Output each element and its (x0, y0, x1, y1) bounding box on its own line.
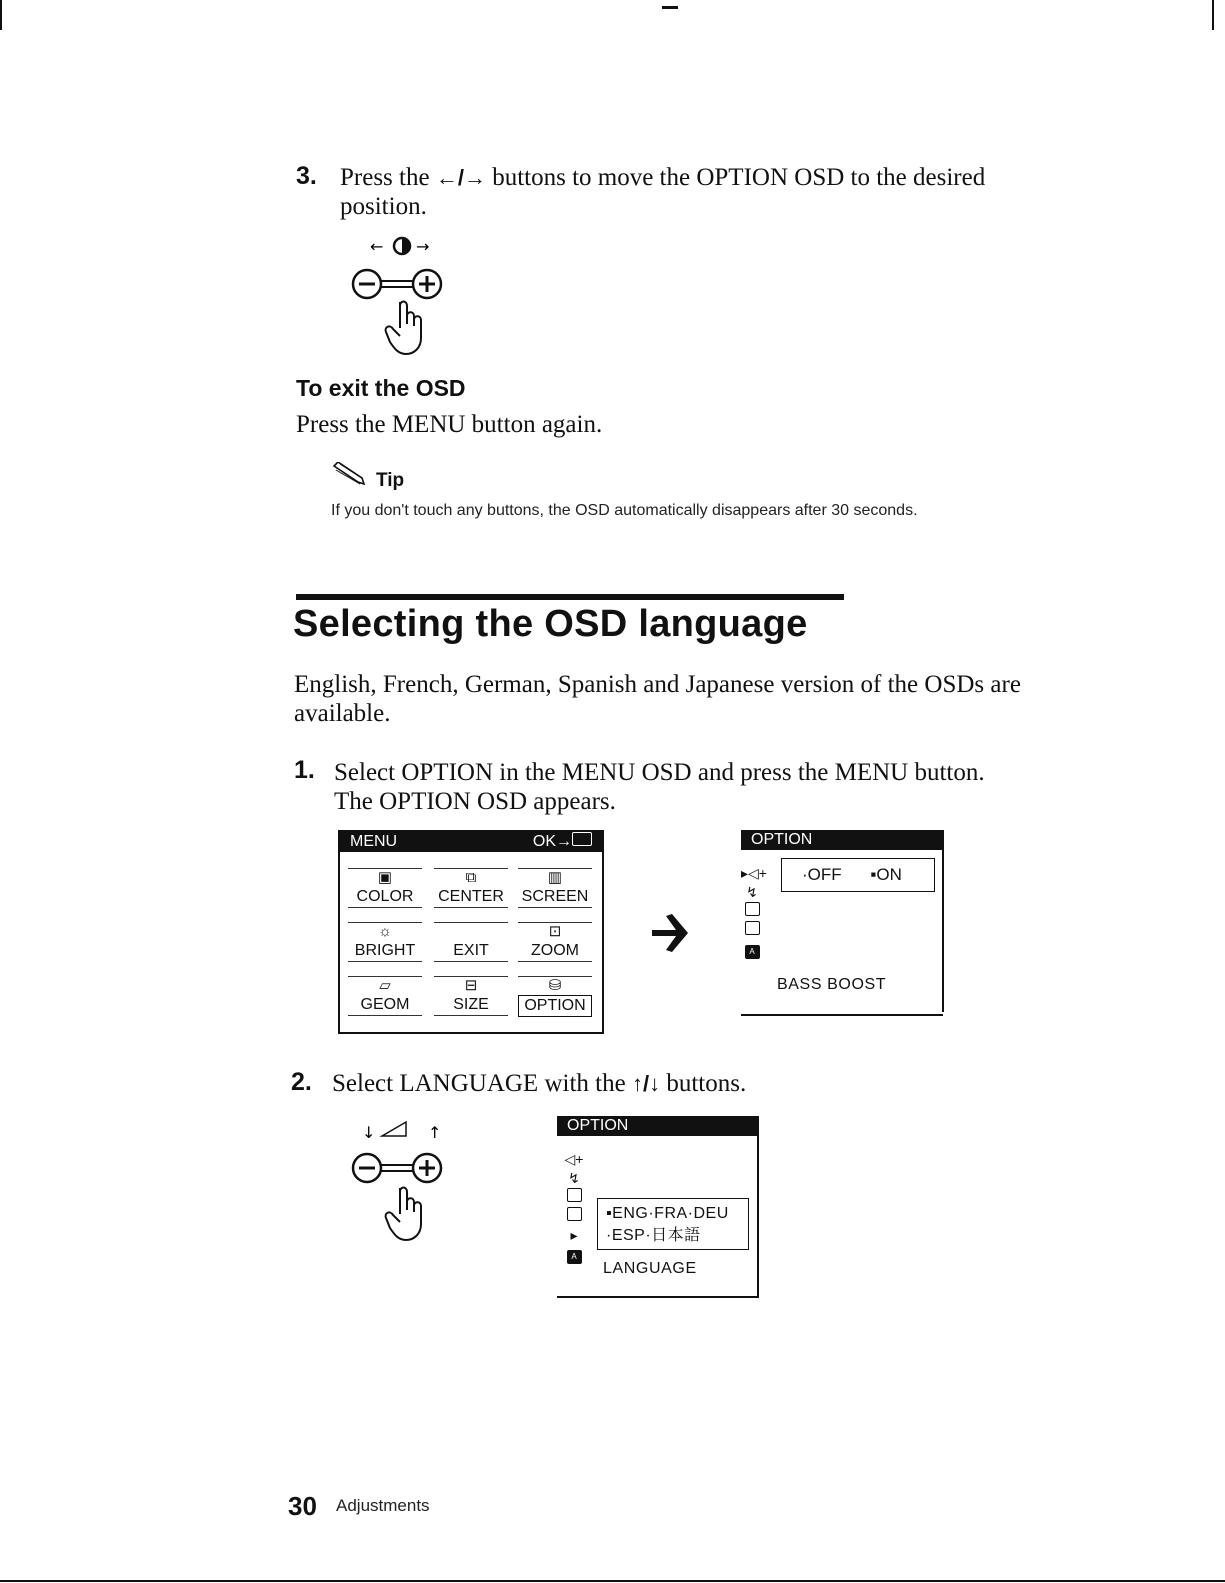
bottom-edge-line (0, 1580, 1225, 1582)
color-icon: ▣ (348, 868, 422, 887)
bright-icon: ☼ (348, 922, 422, 941)
transition-arrow-icon (648, 910, 692, 961)
step1-line2: The OPTION OSD appears. (334, 788, 616, 815)
section-rule (296, 594, 844, 600)
option-osd-bass-boost (741, 830, 943, 1016)
footer-section-name: Adjustments (336, 1496, 430, 1515)
step2-arrows: ↑/↓ (631, 1071, 661, 1096)
step1-number: 1. (294, 756, 315, 784)
option-osd-language (557, 1116, 759, 1298)
option-osd-2-titlebar (557, 1116, 757, 1136)
exit-text: Press the MENU button again. (296, 411, 603, 438)
step3-text-line2: position. (340, 193, 427, 220)
menu-item-screen[interactable]: ▥ SCREEN (514, 868, 596, 908)
option-icon: ⛁ (518, 976, 592, 995)
right-edge-line (1212, 0, 1214, 30)
speaker-icon: ◁+ (564, 1151, 584, 1167)
bass-boost-value-box (781, 858, 935, 892)
tip-label: Tip (376, 470, 405, 491)
speaker-selected-icon: ▸◁+ (741, 865, 767, 881)
minus-plus-hand-icon (340, 232, 460, 362)
step3-arrows: ←/→ (435, 165, 486, 190)
zoom-icon: ⊡ (518, 922, 592, 941)
step3-text-a: Press the (340, 164, 430, 191)
option-osd-2-title: OPTION (567, 1117, 629, 1134)
menu-osd-titlebar (340, 832, 602, 852)
menu-item-zoom[interactable]: ⊡ ZOOM (514, 922, 596, 962)
up-arrow-icon: ↑ (428, 1123, 442, 1142)
tone-icon-2: ↯ (568, 1170, 580, 1186)
menu-item-geom[interactable]: ▱ GEOM (344, 976, 426, 1016)
step3-number: 3. (296, 162, 317, 190)
step1-line1: Select OPTION in the MENU OSD and press the MENU button. (334, 759, 985, 786)
section-intro-line2: available. (294, 700, 391, 727)
step2-number: 2. (291, 1068, 312, 1096)
menu-osd-ok: OK→ (533, 832, 592, 852)
option-osd-1-right-border (942, 830, 944, 1012)
bass-boost-off[interactable]: ·OFF (802, 865, 842, 884)
menu-osd-title: MENU (350, 833, 398, 850)
input-icon-2 (567, 1207, 582, 1221)
right-arrow-icon: → (416, 237, 430, 256)
option-osd-2-side-icons: ◁+ ↯ ▸A (563, 1150, 585, 1264)
menu-item-color[interactable]: ▣ COLOR (344, 868, 426, 908)
menu-item-center[interactable]: ⧉ CENTER (430, 868, 512, 908)
tip-text: If you don't touch any buttons, the OSD automatically disappears after 30 seconds. (331, 502, 918, 519)
option-osd-2-caption: LANGUAGE (603, 1260, 697, 1277)
step3-text-b: buttons to move the OPTION OSD to the desired (492, 164, 986, 191)
page-number: 30 (288, 1491, 317, 1521)
option-osd-1-caption: BASS BOOST (777, 976, 887, 993)
step1-text (334, 758, 1114, 816)
minus-plus-hand-icon-2 (346, 1118, 466, 1248)
menu-item-bright[interactable]: ☼ BRIGHT (344, 922, 426, 962)
left-arrow-icon: ← (370, 237, 384, 256)
section-title: Selecting the OSD language (293, 603, 808, 645)
down-arrow-icon: ↓ (362, 1123, 376, 1142)
option-osd-1-side-icons (741, 864, 767, 959)
exit-heading: To exit the OSD (296, 375, 466, 401)
step2-text (332, 1069, 1032, 1098)
option-osd-1-titlebar (741, 830, 943, 850)
section-intro-line1: English, French, German, Spanish and Japanese version of the OSDs are (294, 671, 1021, 698)
tip-pencil-icon (332, 462, 368, 491)
size-icon: ⊟ (434, 976, 508, 995)
top-mark (662, 6, 678, 9)
reset-icon (745, 902, 760, 916)
menu-item-size[interactable]: ⊟ SIZE (430, 976, 512, 1016)
menu-item-option[interactable]: ⛁ OPTION (514, 976, 596, 1017)
menu-key-icon (572, 832, 592, 846)
language-options-row1[interactable]: ▪ENG·FRA·DEU (606, 1205, 729, 1222)
input-icon (745, 921, 760, 935)
menu-osd (338, 830, 604, 1034)
bass-boost-on[interactable]: ▪ON (870, 865, 902, 884)
left-edge-line (0, 0, 2, 30)
geom-icon: ▱ (348, 976, 422, 995)
exit-icon (434, 922, 508, 941)
language-selected-icon: A (567, 1250, 582, 1264)
volume-wedge-icon (382, 1122, 406, 1136)
language-icon: A (745, 945, 760, 959)
section-intro (294, 670, 1124, 728)
language-value-box (597, 1198, 749, 1250)
pointing-hand-icon-2 (386, 1188, 421, 1241)
center-icon: ⧉ (434, 868, 508, 887)
position-control-diagram (340, 232, 460, 362)
option-osd-1-title: OPTION (751, 831, 813, 848)
tone-icon: ↯ (746, 884, 758, 900)
step3-text (340, 163, 1120, 221)
language-options-row2[interactable]: ·ESP·日本語 (606, 1227, 701, 1244)
step2-text-a: Select LANGUAGE with the (332, 1070, 626, 1097)
pointing-hand-icon (386, 302, 421, 355)
screen-icon: ▥ (518, 868, 592, 887)
reset-icon-2 (567, 1188, 582, 1202)
select-control-diagram (346, 1118, 466, 1248)
menu-item-exit[interactable]: EXIT (430, 922, 512, 962)
step2-text-b: buttons. (666, 1070, 747, 1097)
